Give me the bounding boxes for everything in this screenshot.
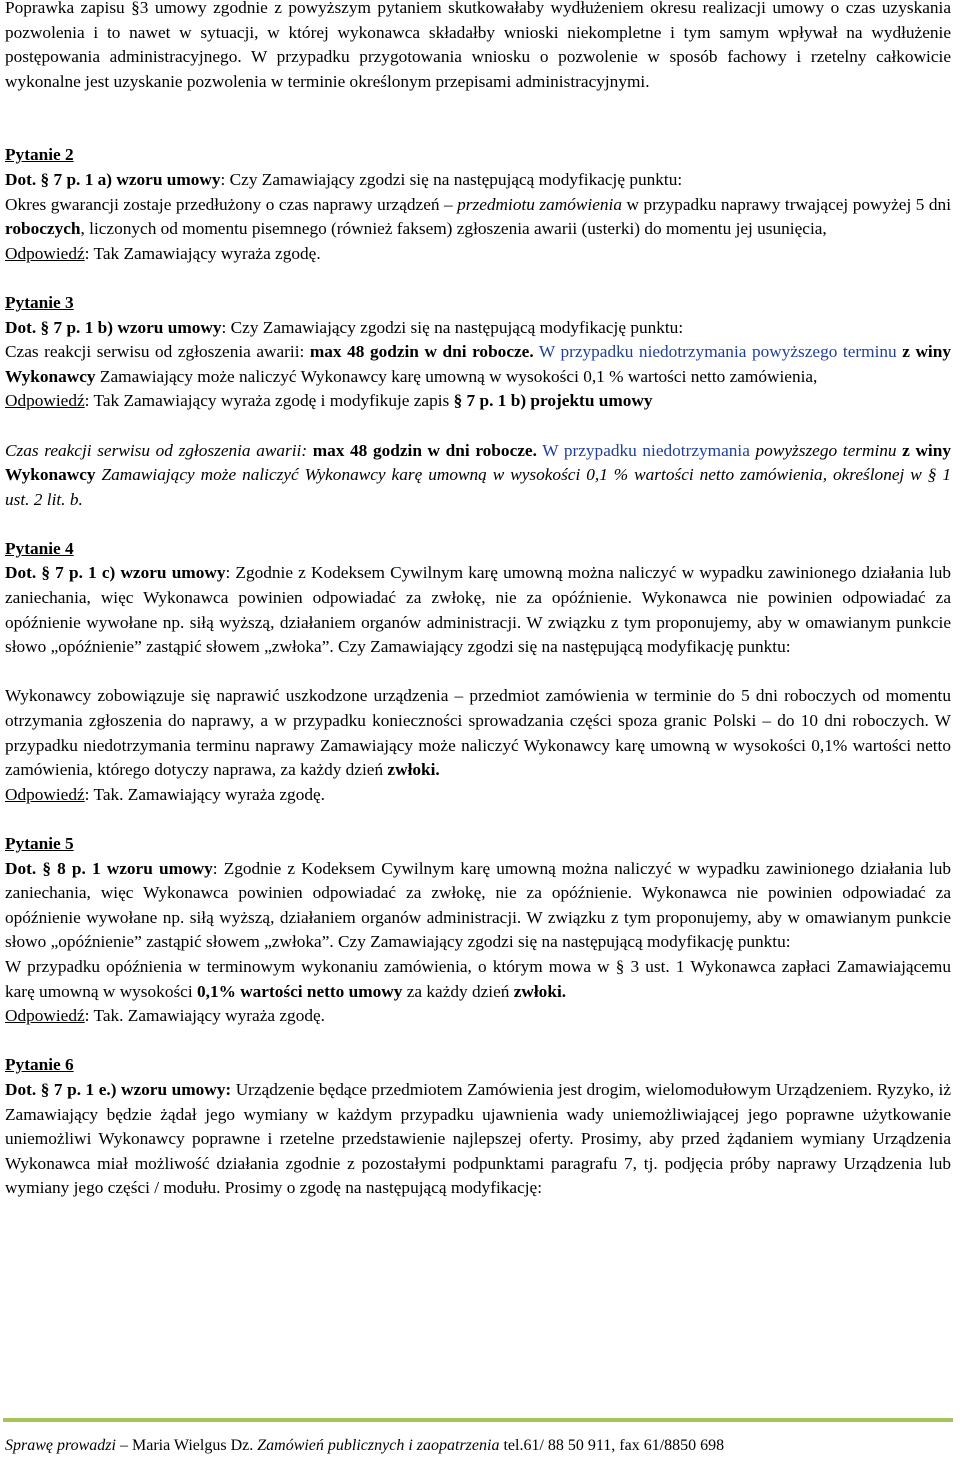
q6-text-1: Urządzenie będące przedmiotem Zamówienia jest drogim, wielomodułowym Urządzeniem. Ryzyko, iż Zamawiający będzie żądał jego wymiany w każdym przypadku ujawnienia wady uniemożliwiającej jego poprawne użytkowanie uniemożliwi Wykonawcy poprawne i rzetelne przedstawienie najlepszej oferty. Prosimy, aby przed żądaniem wymiany Urządzenia Wykonawca miał możliwość działania zgodnie z pozostałymi podpunktami paragrafu 7, tj. podjęcia próby naprawy Urządzenia lub wymiany jego części / modułu. Prosimy o zgodę na następującą modyfikację: bbox=[5, 1079, 951, 1198]
question-4-proposal bbox=[5, 684, 951, 782]
q3-new-italic-1: Czas reakcji serwisu od zgłoszenia awarii: bbox=[5, 440, 313, 460]
q3-text-3: Zamawiający może naliczyć Wykonawcy karę umowną w wysokości 0,1 % wartości netto zamówienia, bbox=[95, 366, 818, 386]
spacer bbox=[5, 414, 951, 439]
answer-bold: § 7 p. 1 b) projektu umowy bbox=[453, 391, 653, 411]
question-3-ref: Dot. § 7 p. 1 b) wzoru umowy bbox=[5, 317, 222, 337]
question-3-new-wording bbox=[5, 439, 951, 513]
question-5-heading: Pytanie 5 bbox=[5, 834, 74, 853]
q2-italic: przedmiotu zamówienia bbox=[457, 194, 622, 214]
page-footer bbox=[5, 1436, 955, 1456]
question-3-ask: : Czy Zamawiający zgodzi się na następującą modyfikację punktu: bbox=[221, 317, 684, 337]
question-6-ref: Dot. § 7 p. 1 e.) wzoru umowy: bbox=[5, 1079, 232, 1099]
intro-paragraph: Poprawka zapisu §3 umowy zgodnie z powyższym pytaniem skutkowałaby wydłużeniem okresu realizacji umowy o czas uzyskania pozwolenia i to nawet w sytuacji, w której wykonawca składałby wnioski niekompletne i tym samym wpływał na wydłużenie postępowania administracyjnego. W przypadku przygotowania wniosku o pozwolenie w sposób fachowy i rzetelny całkowicie wykonalne jest uzyskanie pozwolenia w terminie określonym przepisami administracyjnymi. bbox=[5, 0, 951, 91]
spacer bbox=[5, 512, 951, 537]
spacer bbox=[5, 94, 951, 143]
q5-bold-1: 0,1% wartości netto umowy bbox=[196, 981, 403, 1001]
answer-text: : Tak. Zamawiający wyraża zgodę. bbox=[84, 1006, 325, 1026]
q3-text-1: Czas reakcji serwisu od zgłoszenia awarii: bbox=[5, 342, 310, 362]
question-2-ask: : Czy Zamawiający zgodzi się na następującą modyfikację punktu: bbox=[220, 169, 683, 189]
question-6-heading: Pytanie 6 bbox=[5, 1055, 74, 1075]
footer-label: Sprawę prowadzi bbox=[5, 1437, 116, 1454]
q3-text-2: W przypadku niedotrzymania powyższego terminu bbox=[533, 342, 903, 362]
question-2-answer bbox=[5, 242, 951, 267]
q4-text-1: : Zgodnie z Kodeksem Cywilnym karę umowną można naliczyć w wypadku zawinionego działania lub zaniechania, więc Wykonawca powinien odpowiadać za zwłokę, nie za opóźnienie. Wykonawca nie powinien odpowiadać za opóźnienie wywołane np. siłą wyższą, działaniem organów administracji. W związku z tym proponujemy, aby w omawianym punkcie słowo „opóźnienie” zastąpić słowem „zwłoka”. Czy Zamawiający zgodzi się na następującą modyfikację punktu: bbox=[5, 563, 951, 657]
question-3-answer bbox=[5, 389, 951, 414]
q3-new-italic-2: powyższego terminu bbox=[755, 440, 903, 460]
question-2-body bbox=[5, 193, 951, 242]
q3-bold-2: z winy Wykonawcy bbox=[5, 342, 951, 386]
question-2-ref-line bbox=[5, 168, 951, 193]
answer-label: Odpowiedź bbox=[5, 1006, 85, 1026]
spacer bbox=[5, 266, 951, 291]
spacer bbox=[5, 807, 951, 832]
q5-text-3: za każdy dzień bbox=[402, 981, 514, 1001]
question-4-ref: Dot. § 7 p. 1 c) wzoru umowy bbox=[5, 563, 226, 583]
answer-text: : Tak. Zamawiający wyraża zgodę. bbox=[84, 784, 325, 804]
q5-bold-2: zwłoki. bbox=[513, 981, 567, 1001]
q2-dash: – bbox=[444, 194, 458, 214]
q3-bold-1: max 48 godzin w dni robocze. bbox=[309, 342, 534, 362]
answer-label: Odpowiedź bbox=[5, 391, 85, 411]
question-5-answer bbox=[5, 1004, 951, 1029]
q2-bold: roboczych bbox=[5, 219, 81, 239]
footer-dash: – bbox=[115, 1437, 132, 1454]
question-2-ref: Dot. § 7 p. 1 a) wzoru umowy bbox=[5, 169, 221, 189]
footer-rule bbox=[3, 1418, 953, 1422]
q4-text-2: Wykonawcy zobowiązuje się naprawić uszkodzone urządzenia – przedmiot zamówienia w terminie do 5 dni roboczych od momentu otrzymania zgłoszenia do naprawy, a w przypadku konieczności sprowadzania części spoza granic Polski – do 10 dni roboczych. W przypadku niedotrzymania terminu naprawy Zamawiający może naliczyć Wykonawcy karę umowną w wysokości 0,1% wartości netto zamówienia, którego dotyczy naprawa, za każdy dzień bbox=[5, 686, 951, 780]
footer-dept: Zamówień publicznych i zaopatrzenia bbox=[257, 1437, 500, 1454]
q2-text-3: , liczonych od momentu pisemnego (również faksem) zgłoszenia awarii (usterki) do momentu jej usunięcia, bbox=[80, 219, 827, 239]
footer-contact: tel.61/ 88 50 911, fax 61/8850 698 bbox=[499, 1437, 725, 1454]
q2-text-2: w przypadku naprawy trwającej powyżej 5 dni bbox=[622, 194, 951, 214]
q3-new-italic-3: Zamawiający może naliczyć Wykonawcy karę umowną w wysokości 0,1 % wartości netto zamówienia, określonej w bbox=[95, 465, 928, 485]
spacer bbox=[5, 660, 951, 685]
question-6-body bbox=[5, 1078, 951, 1201]
q3-new-text-4: § 1 ust. 2 lit. b. bbox=[5, 465, 951, 509]
q5-text-1: : Zgodnie z Kodeksem Cywilnym karę umowną można naliczyć w wypadku zawinionego działania lub zaniechania, więc Wykonawca powinien odpowiadać za zwłokę, nie za opóźnienie. Wykonawca nie powinien odpowiadać za opóźnienie wywołane np. siłą wyższą, działaniem organów administracji. W związku z tym proponujemy, aby w omawianym punkcie słowo „opóźnienie” zastąpić słowem „zwłoka”. Czy Zamawiający zgodzi się na następującą modyfikację punktu: bbox=[5, 858, 951, 952]
question-4-body bbox=[5, 561, 951, 659]
q5-text-2: W przypadku opóźnienia w terminowym wykonaniu zamówienia, o którym mowa w § 3 ust. 1 Wykonawca zapłaci Zamawiającemu karę umowną w wysokości bbox=[5, 956, 951, 1001]
answer-label: Odpowiedź bbox=[5, 243, 85, 263]
footer-name: Maria Wielgus Dz. bbox=[131, 1437, 258, 1454]
question-3-heading: Pytanie 3 bbox=[5, 292, 74, 312]
question-3-ref-line bbox=[5, 316, 951, 341]
answer-text: : Tak Zamawiający wyraża zgodę. bbox=[84, 243, 321, 263]
q2-text-1: Okres gwarancji zostaje przedłużony o czas naprawy urządzeń bbox=[5, 194, 445, 214]
question-5-ref: Dot. § 8 p. 1 wzoru umowy bbox=[5, 858, 213, 878]
q3-new-bold-1: max 48 godzin w dni robocze. bbox=[312, 440, 537, 460]
question-3-body bbox=[5, 340, 951, 389]
q4-bold: zwłoki. bbox=[387, 760, 440, 780]
spacer bbox=[5, 1029, 951, 1054]
question-4-answer bbox=[5, 783, 951, 808]
question-5-body bbox=[5, 857, 951, 955]
answer-label: Odpowiedź bbox=[5, 784, 85, 804]
question-2-heading: Pytanie 2 bbox=[5, 145, 74, 165]
q3-new-text-2: W przypadku niedotrzymania bbox=[536, 440, 756, 460]
document-body bbox=[5, 0, 951, 1201]
answer-text: : Tak Zamawiający wyraża zgodę i modyfikuje zapis bbox=[84, 391, 454, 411]
q3-new-bold-2: z winy Wykonawcy bbox=[5, 440, 951, 485]
question-5-proposal bbox=[5, 955, 951, 1004]
question-4-heading: Pytanie 4 bbox=[5, 538, 74, 558]
